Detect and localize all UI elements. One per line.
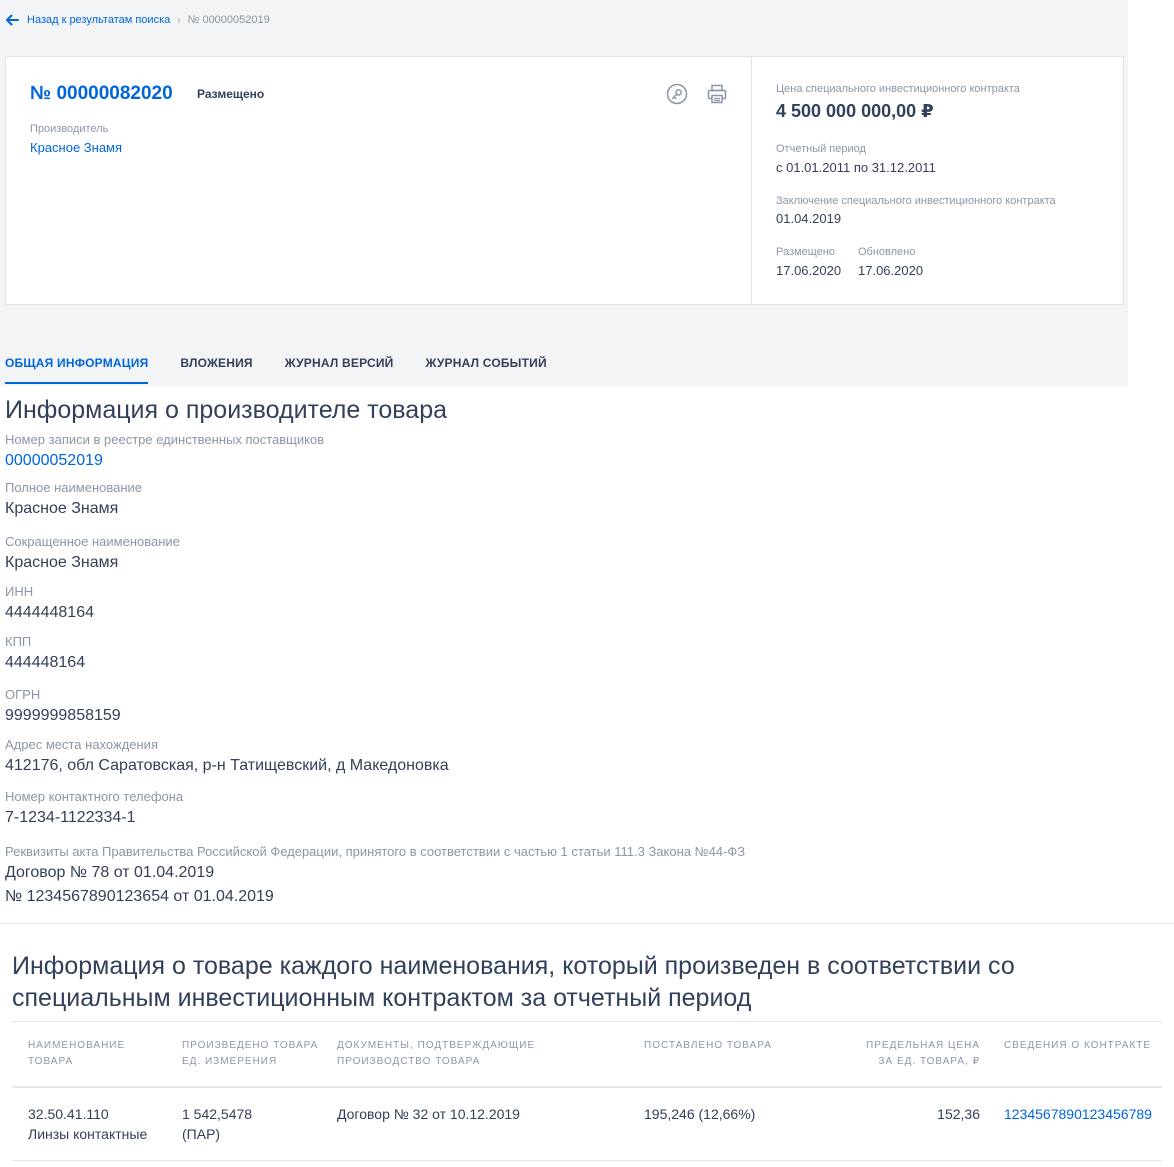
- section-divider: [0, 923, 1174, 924]
- header-price-line2: ЗА ЕД. ТОВАРА, ₽: [878, 1056, 980, 1067]
- kpp-label: КПП: [5, 634, 32, 649]
- header-price-line1: ПРЕДЕЛЬНАЯ ЦЕНА: [866, 1040, 980, 1051]
- price-label: Цена специального инвестиционного контракта: [776, 83, 1020, 95]
- placed-label: Размещено: [776, 246, 835, 258]
- conclusion-label: Заключение специального инвестиционного контракта: [776, 195, 1056, 207]
- goods-quantity: 1 542,5478: [182, 1106, 253, 1122]
- full-name-label: Полное наименование: [5, 480, 143, 495]
- goods-unit: (ПАР): [182, 1126, 221, 1142]
- manufacturer-link[interactable]: Красное Знамя: [30, 140, 123, 155]
- header-name-line1: НАИМЕНОВАНИЕ: [28, 1040, 126, 1051]
- breadcrumb-current: № 00000052019: [187, 14, 270, 26]
- header-documents-line1: ДОКУМЕНТЫ, ПОДТВЕРЖДАЮЩИЕ: [337, 1040, 536, 1051]
- contract-link[interactable]: 1234567890123456789: [1004, 1106, 1152, 1122]
- government-act-value-2: № 1234567890123654 от 01.04.2019: [5, 888, 274, 905]
- period-value: с 01.01.2011 по 31.12.2011: [776, 160, 936, 175]
- goods-code: 32.50.41.110: [28, 1106, 109, 1122]
- status-badge: Размещено: [197, 87, 265, 101]
- tab-general-info[interactable]: ОБЩАЯ ИНФОРМАЦИЯ: [5, 356, 148, 384]
- card-main: [6, 57, 751, 304]
- header-produced: [182, 1038, 318, 1070]
- inn-label: ИНН: [5, 584, 34, 599]
- header-documents: [337, 1038, 535, 1070]
- price-value: 4 500 000 000,00 ₽: [776, 101, 934, 121]
- print-icon[interactable]: [706, 83, 728, 105]
- goods-document: Договор № 32 от 10.12.2019: [337, 1106, 520, 1122]
- ogrn-value: 9999999858159: [5, 707, 121, 724]
- goods-name: Линзы контактные: [28, 1126, 148, 1142]
- manufacturer-section-title: Информация о производителе товара: [5, 396, 448, 424]
- tab-bar: [5, 356, 579, 384]
- header-name-line2: ТОВАРА: [28, 1056, 74, 1067]
- address-value: 412176, обл Саратовская, р-н Татищевский, д Македоновка: [5, 757, 449, 774]
- arrow-left-icon[interactable]: [5, 13, 19, 27]
- inn-value: 4444448164: [5, 604, 94, 621]
- header-name: [28, 1038, 125, 1070]
- header-supplied: ПОСТАВЛЕНО ТОВАРА: [644, 1040, 772, 1051]
- address-label: Адрес места нахождения: [5, 737, 158, 752]
- card-details: [751, 57, 1124, 304]
- kpp-value: 444448164: [5, 654, 86, 671]
- contract-number: № 00000082020: [30, 83, 173, 104]
- full-name-value: Красное Знамя: [5, 500, 119, 517]
- table-row-produced: [182, 1104, 252, 1144]
- table-header-border: [12, 1086, 1162, 1088]
- registry-number-label: Номер записи в реестре единственных поставщиков: [5, 432, 325, 447]
- header-produced-line2: ЕД. ИЗМЕРЕНИЯ: [182, 1056, 278, 1067]
- back-to-results-link[interactable]: Назад к результатам поиска: [27, 14, 171, 26]
- placed-value: 17.06.2020: [776, 263, 842, 278]
- table-bottom-border: [12, 1160, 1162, 1161]
- key-icon[interactable]: [666, 83, 688, 105]
- registry-number-link[interactable]: 00000052019: [5, 452, 103, 469]
- updated-value: 17.06.2020: [858, 263, 924, 278]
- table-top-border: [12, 1021, 1162, 1022]
- government-act-value-1: Договор № 78 от 01.04.2019: [5, 864, 215, 881]
- breadcrumb-separator: ›: [177, 14, 181, 26]
- breadcrumb: [5, 13, 270, 27]
- goods-section-title: Информация о товаре каждого наименования, который произведен в соответствии со специальным инвестиционным контрактом за отчетный период: [12, 952, 1015, 1012]
- short-name-label: Сокращенное наименование: [5, 534, 180, 549]
- government-act-label: Реквизиты акта Правительства Российской Федерации, принятого в соответствии с частью 1 статьи 111.3 Закона №44-ФЗ: [5, 844, 746, 859]
- tab-event-log[interactable]: ЖУРНАЛ СОБЫТИЙ: [425, 356, 547, 370]
- phone-label: Номер контактного телефона: [5, 789, 184, 804]
- header-produced-line1: ПРОИЗВЕДЕНО ТОВАРА: [182, 1040, 319, 1051]
- short-name-value: Красное Знамя: [5, 554, 119, 571]
- goods-price: 152,36: [937, 1106, 980, 1122]
- conclusion-value: 01.04.2019: [776, 211, 842, 226]
- updated-label: Обновлено: [858, 246, 916, 258]
- tab-version-log[interactable]: ЖУРНАЛ ВЕРСИЙ: [284, 356, 394, 370]
- table-row-name: [28, 1104, 147, 1144]
- phone-value: 7-1234-1122334-1: [5, 809, 136, 826]
- manufacturer-label: Производитель: [30, 123, 109, 135]
- contract-card: [5, 56, 1124, 305]
- header-contract: СВЕДЕНИЯ О КОНТРАКТЕ: [1004, 1040, 1152, 1051]
- tab-attachments[interactable]: ВЛОЖЕНИЯ: [180, 356, 253, 370]
- header-price: [866, 1038, 980, 1070]
- ogrn-label: ОГРН: [5, 687, 41, 702]
- header-documents-line2: ПРОИЗВОДСТВО ТОВАРА: [337, 1056, 481, 1067]
- period-label: Отчетный период: [776, 143, 866, 155]
- goods-supplied: 195,246 (12,66%): [644, 1106, 756, 1122]
